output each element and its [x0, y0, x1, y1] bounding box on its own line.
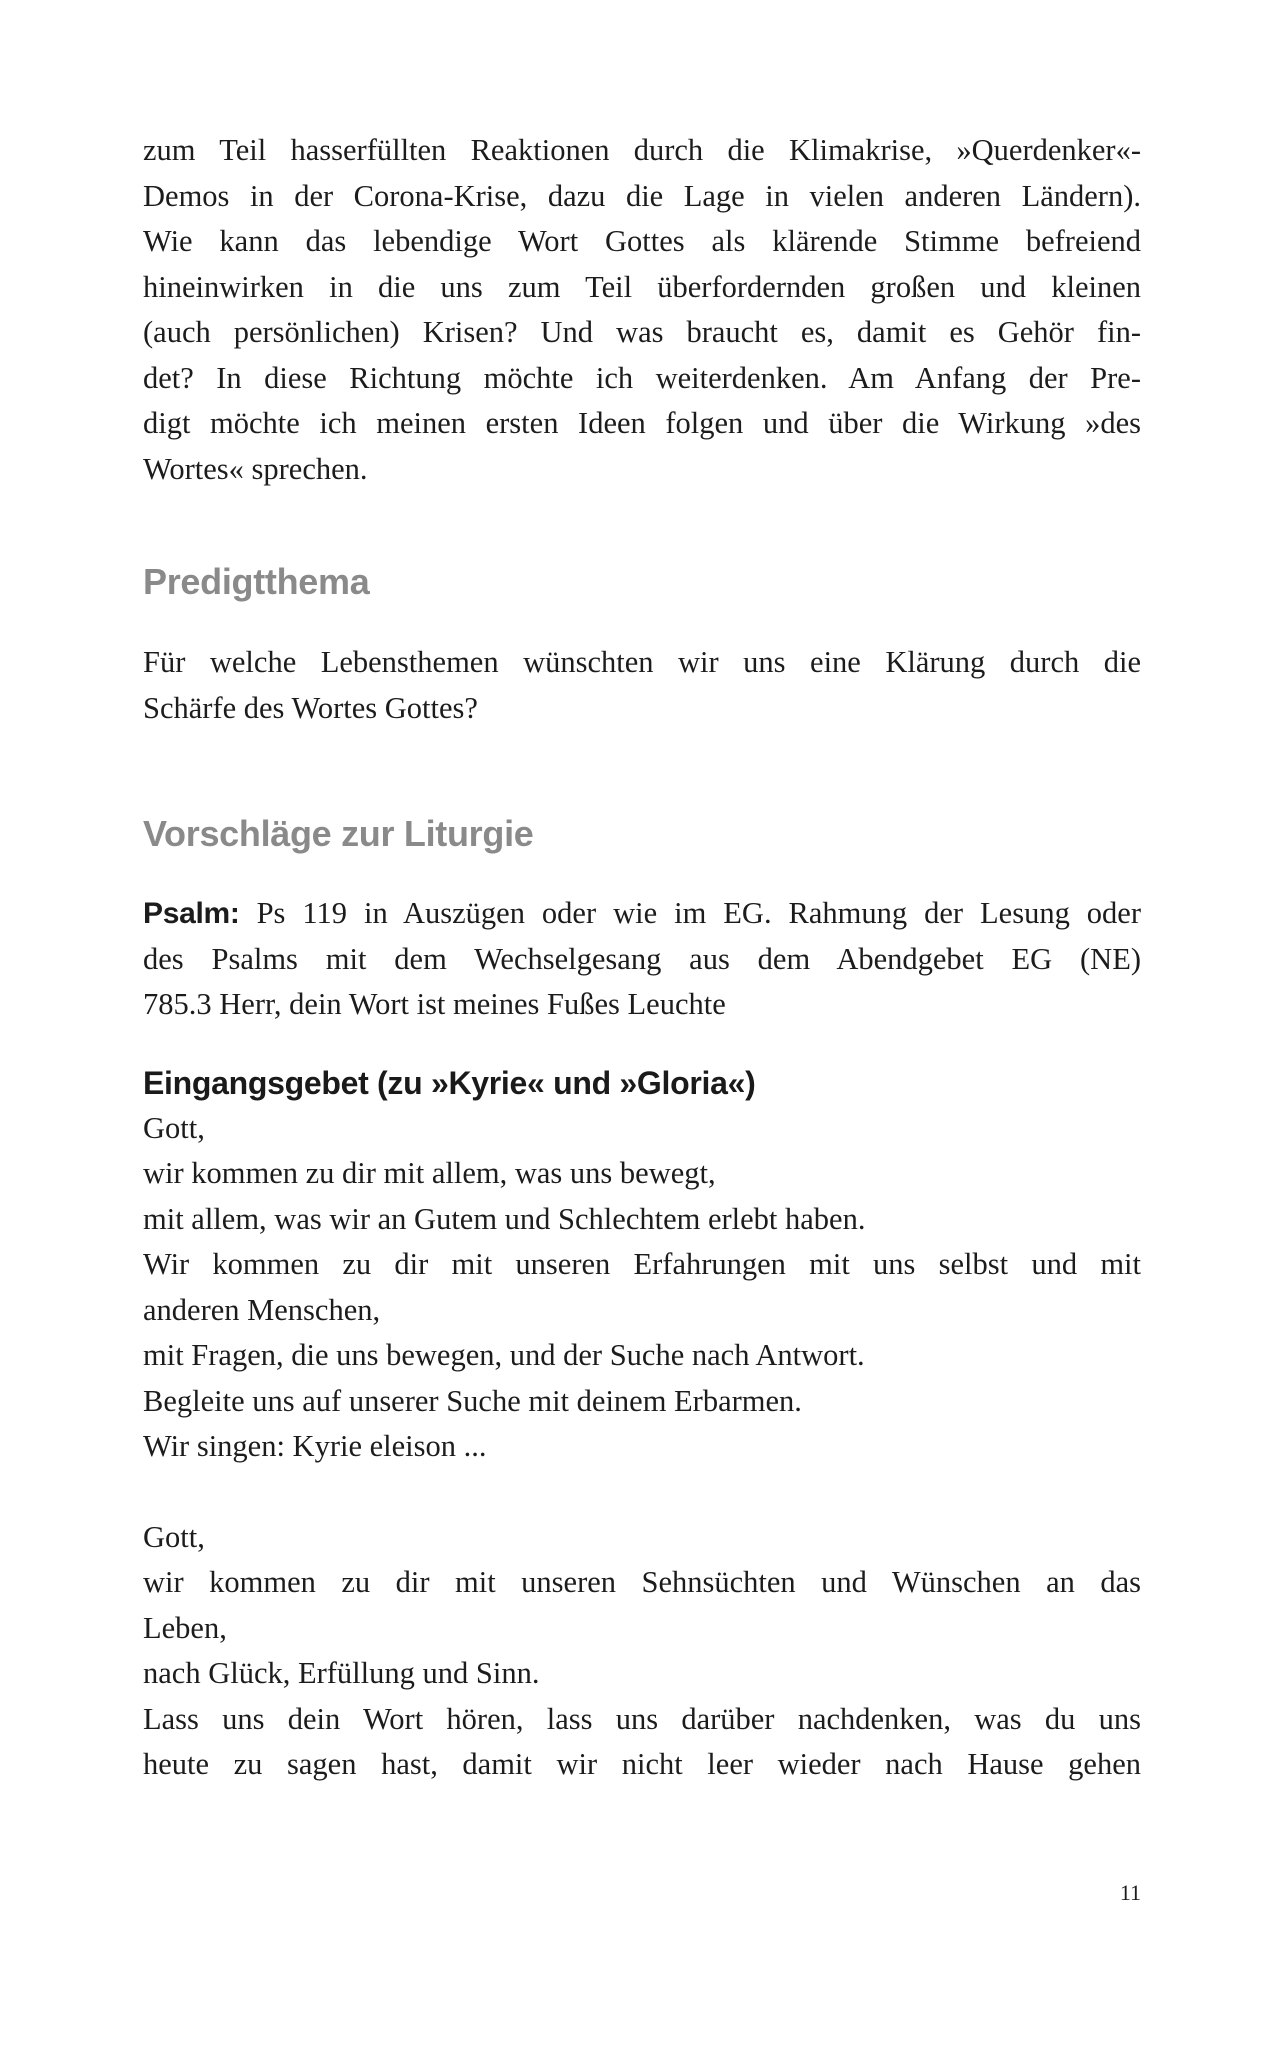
text-line: Begleite uns auf unserer Suche mit deinem Erbarmen. [143, 1383, 802, 1418]
intro-paragraph [143, 128, 1141, 492]
text-line: wir kommen zu dir mit unseren Sehnsüchten und Wünschen an das [143, 1565, 1141, 1599]
text-line: Wie kann das lebendige Wort Gottes als klärende Stimme befreiend [143, 224, 1141, 258]
text-line: Wir singen: Kyrie eleison ... [143, 1429, 487, 1463]
text-line: Für welche Lebensthemen wünschten wir uns eine Klärung durch die [143, 645, 1141, 679]
subheading-eingangsgebet: Eingangsgebet (zu »Kyrie« und »Gloria«) [143, 1064, 756, 1101]
text-line: mit allem, was wir an Gutem und Schlechtem erlebt haben. [143, 1201, 866, 1236]
text-line: heute zu sagen hast, damit wir nicht leer wieder nach Hause gehen [143, 1747, 1141, 1781]
text-line: Gott, [143, 1110, 205, 1145]
text-line [143, 891, 1141, 937]
text-line: (auch persönlichen) Krisen? Und was braucht es, damit es Gehör fin- [143, 315, 1141, 349]
text-line: Schärfe des Wortes Gottes? [143, 690, 478, 725]
text-line: anderen Menschen, [143, 1292, 381, 1327]
text-line: mit Fragen, die uns bewegen, und der Suche nach Antwort. [143, 1338, 865, 1372]
text-line: Gott, [143, 1519, 205, 1554]
text-line: Wortes« sprechen. [143, 451, 368, 486]
psalm-text: Ps 119 in Auszügen oder wie im EG. Rahmung der Lesung oder [239, 896, 1141, 930]
page-content [143, 128, 1141, 1788]
text-line: wir kommen zu dir mit allem, was uns bewegt, [143, 1156, 716, 1190]
text-line: 785.3 Herr, dein Wort ist meines Fußes Leuchte [143, 987, 726, 1021]
text-line: Demos in der Corona-Krise, dazu die Lage in vielen anderen Ländern). [143, 178, 1141, 213]
text-line: Lass uns dein Wort hören, lass uns darüber nachdenken, was du uns [143, 1701, 1141, 1736]
text-line: nach Glück, Erfüllung und Sinn. [143, 1656, 540, 1690]
text-line: det? In diese Richtung möchte ich weiterdenken. Am Anfang der Pre- [143, 360, 1141, 395]
text-line: zum Teil hasserfüllten Reaktionen durch die Klimakrise, »Querdenker«- [143, 133, 1141, 167]
text-line: hineinwirken in die uns zum Teil überfordernden großen und kleinen [143, 269, 1141, 304]
text-line: Wir kommen zu dir mit unseren Erfahrungen mit uns selbst und mit [143, 1247, 1141, 1281]
page-number: 11 [1119, 1880, 1141, 1905]
section-heading-liturgie: Vorschläge zur Liturgie [143, 813, 534, 854]
psalm-paragraph [143, 891, 1141, 1028]
text-line: des Psalms mit dem Wechselgesang aus dem Abendgebet EG (NE) [143, 941, 1141, 976]
text-line: digt möchte ich meinen ersten Ideen folgen und über die Wirkung »des [143, 406, 1141, 440]
text-line: Leben, [143, 1610, 227, 1645]
psalm-label: Psalm: [143, 897, 240, 930]
predigtthema-paragraph [143, 640, 1141, 731]
prayer-block-1 [143, 1106, 1141, 1470]
section-heading-predigtthema: Predigtthema [143, 561, 370, 602]
prayer-block-2 [143, 1515, 1141, 1788]
